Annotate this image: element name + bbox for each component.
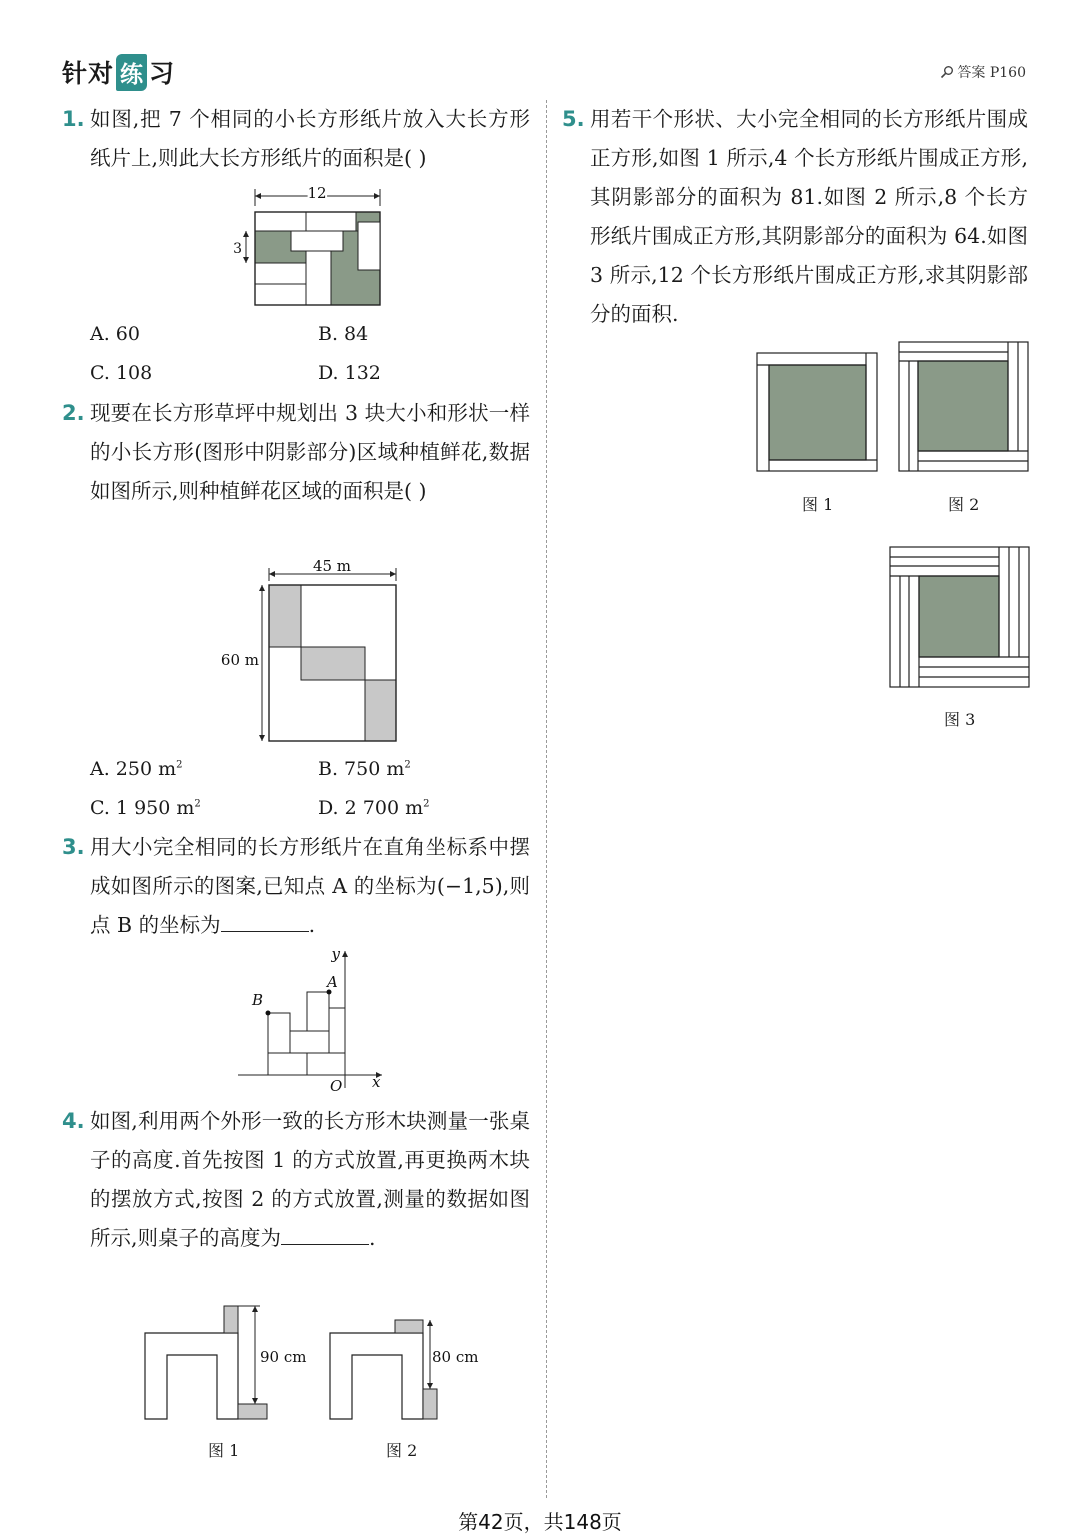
q5-figure-2 (898, 341, 1030, 473)
q2-figure (215, 555, 405, 747)
q1-option-a: A. 60 (90, 323, 140, 345)
question-4 (62, 1102, 530, 1258)
q2-side-label: 60 m (220, 651, 259, 669)
question-number: 2. (62, 401, 85, 425)
q1-top-label: 12 (307, 184, 327, 202)
question-3 (62, 828, 530, 945)
header-title-part1: 针对 (62, 59, 115, 88)
q5-fig3-caption: 图 3 (944, 710, 976, 729)
q1-option-d: D. 132 (318, 362, 381, 384)
q3-a-label: A (327, 973, 338, 991)
column-divider (546, 100, 547, 1498)
answer-blank[interactable] (221, 911, 309, 932)
q2-top-label: 45 m (312, 557, 352, 575)
question-number: 3. (62, 835, 85, 859)
q4-figure-1 (140, 1298, 315, 1428)
q4-fig1-label: 90 cm (260, 1348, 307, 1366)
q3-y-label: y (331, 945, 340, 963)
answer-reference (940, 62, 1026, 82)
header-title-part2: 习 (149, 59, 176, 88)
answer-reference-text: 答案 P160 (957, 65, 1026, 81)
q3-figure (230, 945, 390, 1095)
question-text: 现要在长方形草坪中规划出 3 块大小和形状一样的小长方形(图形中阴影部分)区域种植鲜花,数据如图所示,则种植鲜花区域的面积是( ) (90, 401, 530, 503)
q4-fig2-caption: 图 2 (386, 1441, 418, 1460)
q2-option-b: B. 750 $m^2$ (318, 758, 411, 780)
question-number: 1. (62, 107, 85, 131)
question-5 (562, 100, 1028, 334)
q3-b-label: B (252, 991, 264, 1009)
q4-figure-2 (325, 1298, 495, 1428)
q1-figure (225, 182, 390, 310)
q2-option-a: A. 250 $m^2$ (90, 758, 183, 780)
q3-origin-label: O (330, 1077, 343, 1095)
question-number: 4. (62, 1109, 85, 1133)
q2-option-c: C. 1 950 $m^2$ (90, 797, 201, 819)
question-2 (62, 394, 530, 511)
header-title-badge: 练 (116, 54, 147, 91)
answer-blank[interactable] (281, 1224, 369, 1245)
q5-fig1-caption: 图 1 (802, 495, 834, 514)
question-1 (62, 100, 530, 178)
q4-fig1-caption: 图 1 (208, 1441, 240, 1460)
q2-option-d: D. 2 700 $m^2$ (318, 797, 430, 819)
q3-x-label: x (372, 1073, 381, 1091)
question-text: 如图,利用两个外形一致的长方形木块测量一张桌子的高度.首先按图 1 的方式放置,再更换两木块的摆放方式,按图 2 的方式放置,测量的数据如图所示,则桌子的高度为 . (90, 1109, 530, 1250)
question-text: 用若干个形状、大小完全相同的长方形纸片围成正方形,如图 1 所示,4 个长方形纸片围成正方形,其阴影部分的面积为 81.如图 2 所示,8 个长方形纸片围成正方形,其阴影部分的面积为 64.如图 3 所示,12 个长方形纸片围成正方形,求其阴影部分的面积. (590, 107, 1028, 326)
magnifier-icon (940, 65, 954, 79)
q5-figure-1 (756, 352, 880, 474)
question-text: 用大小完全相同的长方形纸片在直角坐标系中摆成如图所示的图案,已知点 A 的坐标为(−1,5),则点 B 的坐标为 . (90, 835, 530, 937)
question-number: 5. (562, 107, 585, 131)
q1-side-label: 3 (233, 241, 242, 257)
q1-option-c: C. 108 (90, 362, 153, 384)
point-b (266, 1011, 271, 1016)
page-footer: 第42页，共148页 (458, 1510, 622, 1534)
q5-figure-3 (889, 546, 1030, 688)
q1-option-b: B. 84 (318, 323, 369, 345)
question-text: 如图,把 7 个相同的小长方形纸片放入大长方形纸片上,则此大长方形纸片的面积是( ) (90, 107, 530, 170)
section-header (62, 52, 175, 92)
q5-fig2-caption: 图 2 (948, 495, 980, 514)
q4-fig2-label: 80 cm (432, 1348, 479, 1366)
